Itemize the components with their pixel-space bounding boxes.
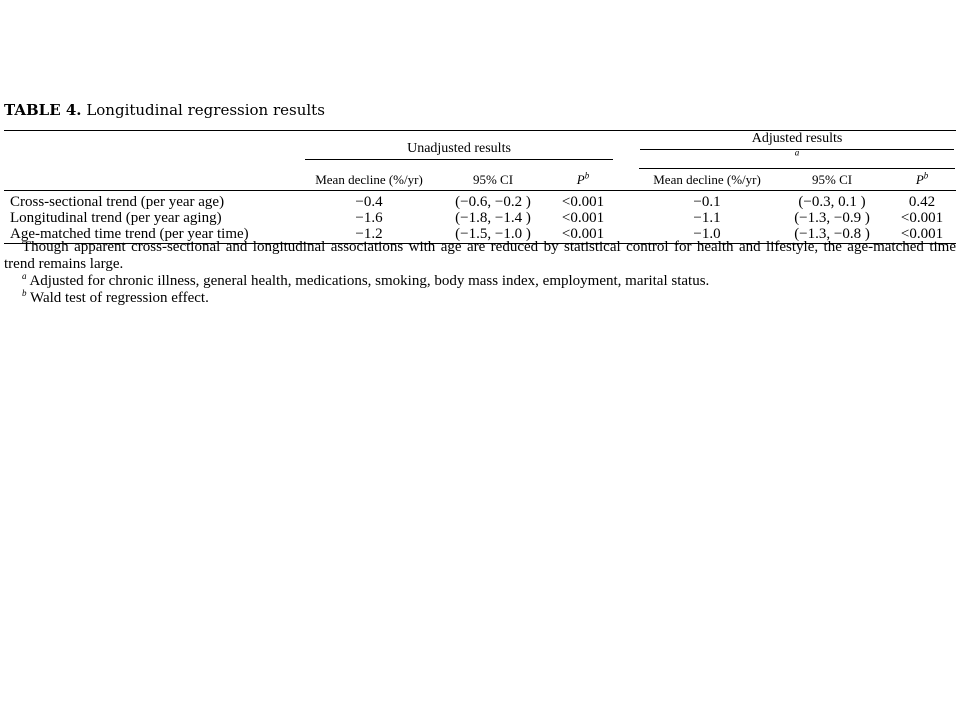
- cell-unadj-mean: −1.6: [355, 210, 383, 226]
- cell-adj-mean: −1.1: [693, 210, 721, 226]
- footnote-b-text: Wald test of regression effect.: [29, 290, 209, 306]
- row-label: Age-matched time trend (per year time): [4, 226, 304, 244]
- cell-unadj-mean: −0.4: [355, 194, 383, 210]
- row-label: Cross-sectional trend (per year age): [10, 194, 225, 210]
- group-header-adjusted-text: Adjusted results: [640, 131, 954, 150]
- col-header-adj-mean: Mean decline (%/yr): [638, 169, 776, 191]
- group-header-adjusted: [638, 131, 956, 169]
- regression-table: [4, 100, 956, 242]
- cell-adj-ci: (−0.3, 0.1 ): [798, 194, 866, 210]
- table-row: [4, 191, 956, 211]
- col-header-unadj-p: $P^b$: [552, 169, 614, 191]
- table-summary-note: Though apparent cross-sectional and longitudinal associations with age are reduced by statistical control for health and lifestyle, the age-matched time trend remains large.: [4, 239, 956, 272]
- table-title: Longitudinal regression results: [86, 101, 325, 119]
- col-header-unadj-ci: 95% CI: [434, 169, 552, 191]
- cell-adj-ci: (−1.3, −0.9 ): [794, 210, 870, 226]
- footnote-a-marker: a: [22, 271, 27, 281]
- cell-adj-p: <0.001: [888, 226, 956, 244]
- row-label: Longitudinal trend (per year aging): [10, 210, 222, 226]
- footnote-b-marker: b: [22, 288, 27, 298]
- footnote-a-text: Adjusted for chronic illness, general health, medications, smoking, body mass index, employment, marital status.: [29, 273, 710, 289]
- col-header-adj-ci: 95% CI: [776, 169, 888, 191]
- cell-unadj-ci: (−1.5, −1.0 ): [434, 226, 552, 244]
- footnote-a: [4, 273, 956, 290]
- cell-adj-mean: −1.0: [638, 226, 776, 244]
- cell-unadj-p: <0.001: [561, 194, 605, 210]
- table-label: TABLE 4.: [4, 101, 82, 119]
- cell-adj-p: <0.001: [900, 210, 944, 226]
- cell-adj-mean: −0.1: [693, 194, 721, 210]
- col-header-unadj-mean: Mean decline (%/yr): [304, 169, 434, 191]
- group-header-unadjusted: Unadjusted results: [304, 131, 614, 169]
- cell-unadj-ci: (−1.8, −1.4 ): [455, 210, 531, 226]
- group-header-row: [4, 131, 956, 169]
- footnote-marker-a: a: [794, 147, 800, 158]
- cell-unadj-p: <0.001: [552, 226, 614, 244]
- results-table: [4, 131, 956, 244]
- cell-adj-p: 0.42: [908, 194, 936, 210]
- cell-adj-ci: (−1.3, −0.8 ): [776, 226, 888, 244]
- table-row: [4, 210, 956, 226]
- table-caption: [4, 100, 956, 120]
- cell-unadj-p: <0.001: [561, 210, 605, 226]
- table-notes: [4, 239, 956, 307]
- col-header-adj-p: $P^b$: [888, 169, 956, 191]
- cell-unadj-ci: (−0.6, −0.2 ): [455, 194, 531, 210]
- footnote-b: [4, 290, 956, 307]
- column-header-row: [4, 169, 956, 191]
- cell-unadj-mean: −1.2: [304, 226, 434, 244]
